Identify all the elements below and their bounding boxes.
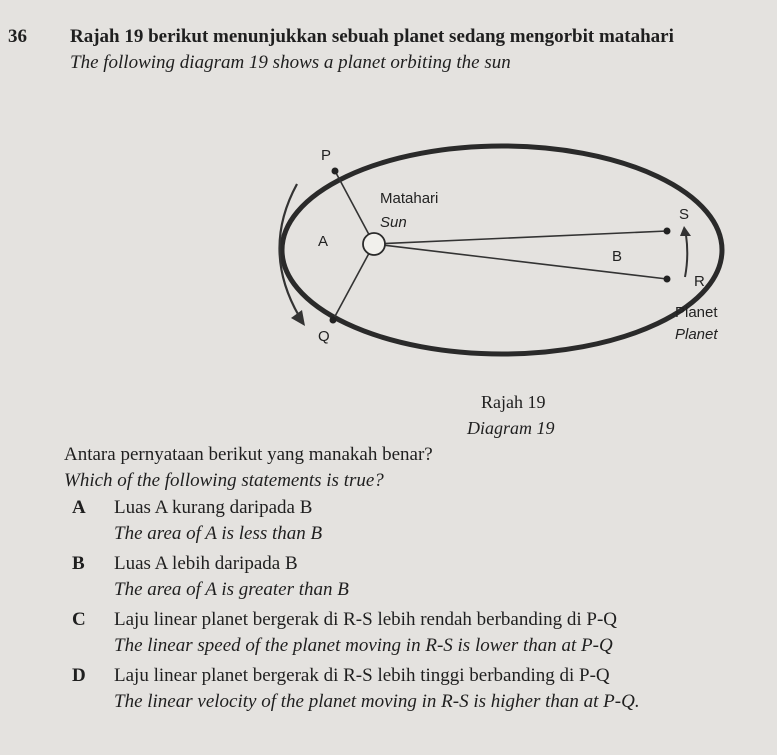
option-text-english: The area of A is less than B bbox=[114, 523, 323, 544]
option-text-english: The linear velocity of the planet moving in R-S is higher than at P-Q. bbox=[114, 691, 640, 712]
option-letter: C bbox=[72, 609, 86, 630]
question-stem-english: The following diagram 19 shows a planet orbiting the sun bbox=[70, 52, 511, 73]
option-text-malay: Luas A kurang daripada B bbox=[114, 497, 313, 518]
prompt-malay: Antara pernyataan berikut yang manakah benar? bbox=[64, 444, 433, 465]
option-text-english: The area of A is greater than B bbox=[114, 579, 349, 600]
option-letter: A bbox=[72, 497, 86, 518]
sector-a-edge-q bbox=[333, 244, 374, 320]
orbit-diagram bbox=[255, 140, 755, 380]
label-q: Q bbox=[318, 328, 330, 345]
label-planet-english: Planet bbox=[675, 326, 718, 343]
label-planet-malay: Planet bbox=[675, 304, 718, 321]
sector-a-edge-p bbox=[335, 171, 374, 244]
arrowhead-right-icon bbox=[680, 226, 691, 236]
label-area-a: A bbox=[318, 233, 329, 250]
option-letter: B bbox=[72, 553, 85, 574]
sector-b-edge-r bbox=[374, 244, 667, 279]
sun-circle bbox=[363, 233, 385, 255]
option-text-malay: Laju linear planet bergerak di R-S lebih rendah berbanding di P-Q bbox=[114, 609, 617, 630]
point-r-dot bbox=[664, 276, 671, 283]
direction-arrow-right bbox=[685, 235, 687, 277]
diagram-caption-malay: Rajah 19 bbox=[481, 392, 546, 412]
diagram-caption-english: Diagram 19 bbox=[467, 418, 555, 438]
point-s-dot bbox=[664, 228, 671, 235]
label-r: R bbox=[694, 273, 705, 290]
sector-b-edge-s bbox=[374, 231, 667, 244]
point-p-dot bbox=[332, 168, 339, 175]
option-letter: D bbox=[72, 665, 86, 686]
point-q-dot bbox=[330, 317, 337, 324]
label-sun-english: Sun bbox=[380, 214, 407, 231]
orbit-ellipse bbox=[282, 146, 722, 354]
option-text-english: The linear speed of the planet moving in R-S is lower than at P-Q bbox=[114, 635, 613, 656]
label-sun-malay: Matahari bbox=[380, 190, 439, 207]
label-area-b: B bbox=[612, 248, 623, 265]
question-stem-malay: Rajah 19 berikut menunjukkan sebuah planet sedang mengorbit matahari bbox=[70, 26, 674, 47]
option-text-malay: Luas A lebih daripada B bbox=[114, 553, 298, 574]
prompt-english: Which of the following statements is true? bbox=[64, 470, 384, 491]
question-number: 36 bbox=[8, 26, 27, 47]
label-p: P bbox=[321, 147, 332, 164]
label-s: S bbox=[679, 206, 690, 223]
option-text-malay: Laju linear planet bergerak di R-S lebih tinggi berbanding di P-Q bbox=[114, 665, 610, 686]
